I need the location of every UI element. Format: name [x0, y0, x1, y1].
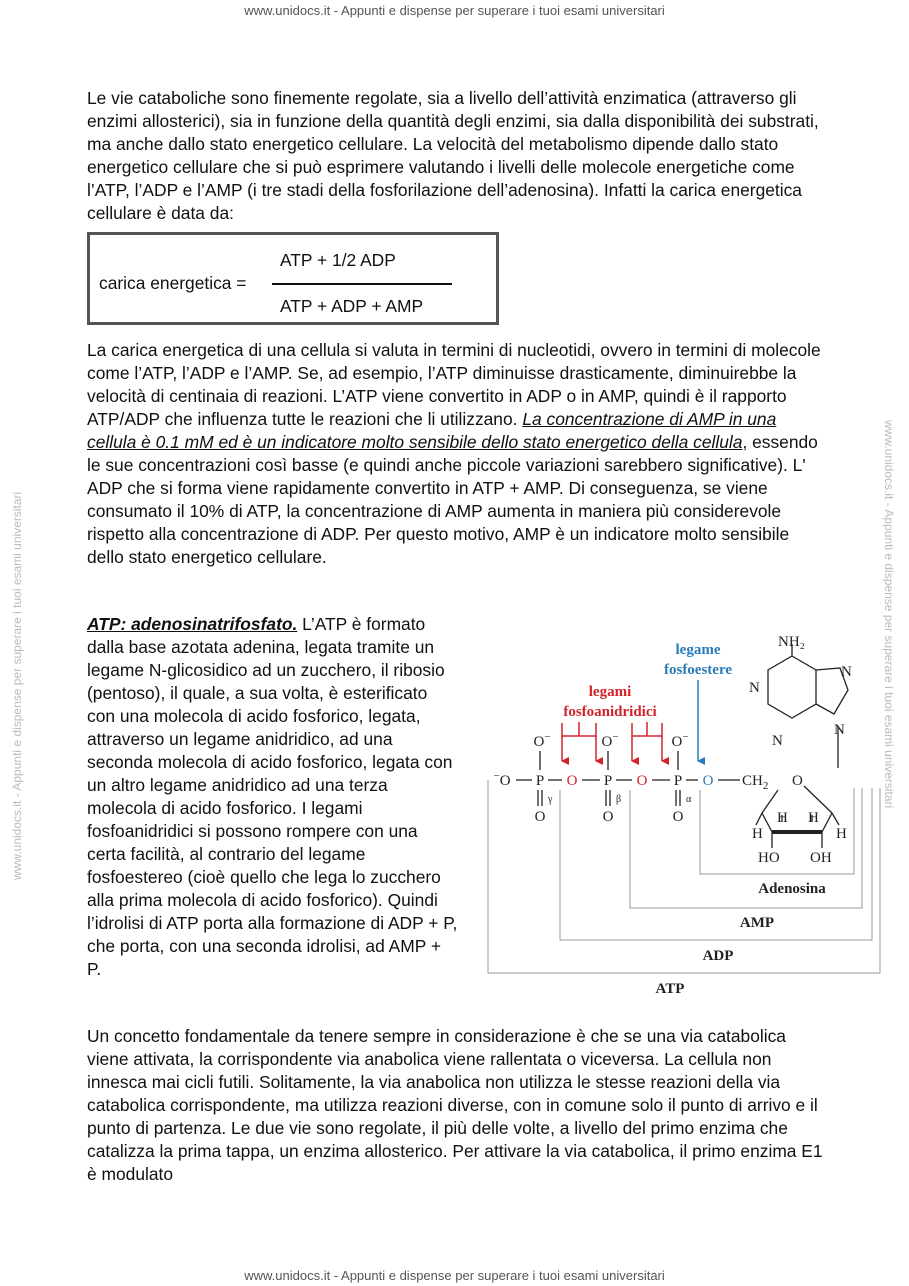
grouping-brackets: [488, 780, 880, 973]
ch2-group: $CH_2$: [742, 773, 769, 792]
amine-nh2: NH₂: [778, 634, 805, 650]
page-header-watermark: www.unidocs.it - Appunti e dispense per superare i tuoi esami universitari: [244, 3, 665, 18]
oxo-beta: O: [602, 809, 614, 825]
label-adp: ADP: [702, 948, 734, 964]
ring-oxygen: O: [792, 773, 803, 789]
label-amp: AMP: [739, 915, 775, 931]
atp-heading: ATP: adenosinatrifosfato.: [87, 614, 298, 634]
label-legame: legame: [675, 642, 721, 658]
ribose-h-c2: H: [808, 810, 819, 826]
adenine-n7: N: [841, 664, 852, 680]
fraction-bar: [272, 283, 452, 285]
formula-label: carica energetica =: [99, 273, 247, 293]
p2-text-a: La carica energetica di una cellula si valuta in termini di nucleotidi, ovvero in termini di molecole come l’ATP, l’ADP e l’AMP. Se, ad esempio, l’ATP diminuisse drasticamente, diminuirebbe la velocità di centinaia di reazioni. L’ATP viene convertito in ADP o in AMP, quindi è il rapporto ATP/ADP che influenza tutte le reazioni che li utilizzano.: [87, 340, 821, 429]
ribose-h-left: H: [752, 826, 763, 842]
atp-text: L’ATP è formato dalla base azotata adenina, legata tramite un legame N-glicosidico ad un zucchero, il ribosio (pentoso), il quale, a sua volta, è esterificato con una molecola di acido fosforico, legata, attraverso un legame anidridico, ad una seconda molecola di acido fosforico, legata con un altro legame anidridico ad una terza molecola di acido fosforico. I legami fosfoanidridici si possono rompere con una certa facilità, al contrario del legame fosfoestereo (cioè quello che lega lo zucchero alla prima molecola di acido fosforico). Quindi l’idrolisi di ATP porta alla formazione di ADP + P, che porta, con una seconda idrolisi, ad AMP + P.: [87, 614, 458, 979]
atp-structure-diagram: [482, 618, 882, 1003]
label-atp: ATP: [655, 981, 685, 997]
label-legami: legami: [588, 684, 632, 700]
side-watermark-right: www.unidocs.it - Appunti e dispense per superare i tuoi esami universitari: [882, 420, 896, 809]
o-minus-beta: O−: [601, 731, 619, 750]
bridge-oxygen-2: O: [636, 773, 648, 789]
formula-numerator: ATP + 1/2 ADP: [280, 250, 396, 270]
label-fosfoestere: fosfoestere: [663, 662, 733, 678]
ribose-h-c3: H: [777, 810, 788, 826]
hydroxyl-3: HO: [758, 850, 780, 866]
p2-text-b: , essendo le sue concentrazioni così basse (e quindi anche piccole variazioni sarebbero significative). L' ADP che si forma viene rapidamente convertito in ATP + AMP. Di conseguenza, se viene consumato il 10% di ATP, la concentrazione di AMP aumenta in maniera più considerevole rispetto alla concentrazione di ADP. Per questo motivo, AMP è un indicatore molto sensibile dello stato energetico cellulare.: [87, 432, 818, 567]
oxo-alpha: O: [672, 809, 684, 825]
formula-denominator: ATP + ADP + AMP: [280, 296, 424, 316]
adenine-rings: [768, 644, 848, 768]
phosphorus-beta: P: [603, 773, 613, 789]
adenine-n1: N: [749, 680, 760, 696]
oxo-gamma: O: [534, 809, 546, 825]
paragraph-futile-cycles: Un concetto fondamentale da tenere sempre in considerazione è che se una via catabolica viene attivata, la corrispondente via anabolica viene rallentata o viceversa. La cellula non innesca mai cicli futili. Solitamente, la via anabolica non utilizza le stesse reazioni della via catabolica corrispondente, ma utilizza reazioni diverse, con in comune solo il punto di arrivo e il punto di partenza. Le due vie sono regolate, il più delle volte, a livello del primo enzima che catalizza la prima tappa, un enzima allosterico. Per attivare la via catabolica, il primo enzima E1 è modulato: [87, 1026, 823, 1184]
ribose-ring: [756, 786, 839, 848]
phosphorus-alpha: P: [673, 773, 683, 789]
energy-charge-formula: [87, 232, 499, 325]
side-watermark-left: www.unidocs.it - Appunti e dispense per superare i tuoi esami universitari: [10, 491, 24, 880]
beta-symbol: β: [616, 794, 622, 805]
gamma-symbol: γ: [548, 794, 553, 805]
terminal-o-minus: −O: [493, 770, 511, 789]
ester-oxygen: O: [702, 773, 714, 789]
bridge-oxygen-1: O: [566, 773, 578, 789]
label-adenosina: Adenosina: [758, 881, 826, 897]
phosphorus-gamma: P: [535, 773, 545, 789]
o-minus-gamma: O−: [533, 731, 551, 750]
hydroxyl-2: OH: [810, 850, 832, 866]
paragraph-intro: Le vie cataboliche sono finemente regolate, sia a livello dell’attività enzimatica (attraverso gli enzimi allosterici), sia in funzione della quantità degli enzimi, sia dalla disponibilità dei substrati, ma anche dallo stato energetico cellulare. La velocità del metabolismo dipende dallo stato energetico cellulare che si può esprimere valutando i livelli delle molecole energetiche come l’ATP, l’ADP e l’AMP (i tre stadi della fosforilazione dell’adenosina). Infatti la carica energetica cellulare è data da:: [87, 88, 819, 223]
p2-emphasis: La concentrazione di AMP in una cellula è 0.1 mM ed è un indicatore molto sensibile dello stato energetico della cellula: [87, 409, 777, 452]
o-minus-alpha: O−: [671, 731, 689, 750]
adenine-n9: N: [834, 722, 845, 738]
alpha-symbol: α: [686, 794, 692, 805]
paragraph-atp: [87, 613, 459, 981]
page-footer-watermark: www.unidocs.it - Appunti e dispense per superare i tuoi esami universitari: [244, 1268, 665, 1283]
label-fosfoanidridici: fosfoanidridici: [563, 704, 657, 720]
ribose-h-right: H: [836, 826, 847, 842]
adenine-n3: N: [772, 733, 783, 749]
paragraph-energy-charge: [87, 339, 827, 569]
